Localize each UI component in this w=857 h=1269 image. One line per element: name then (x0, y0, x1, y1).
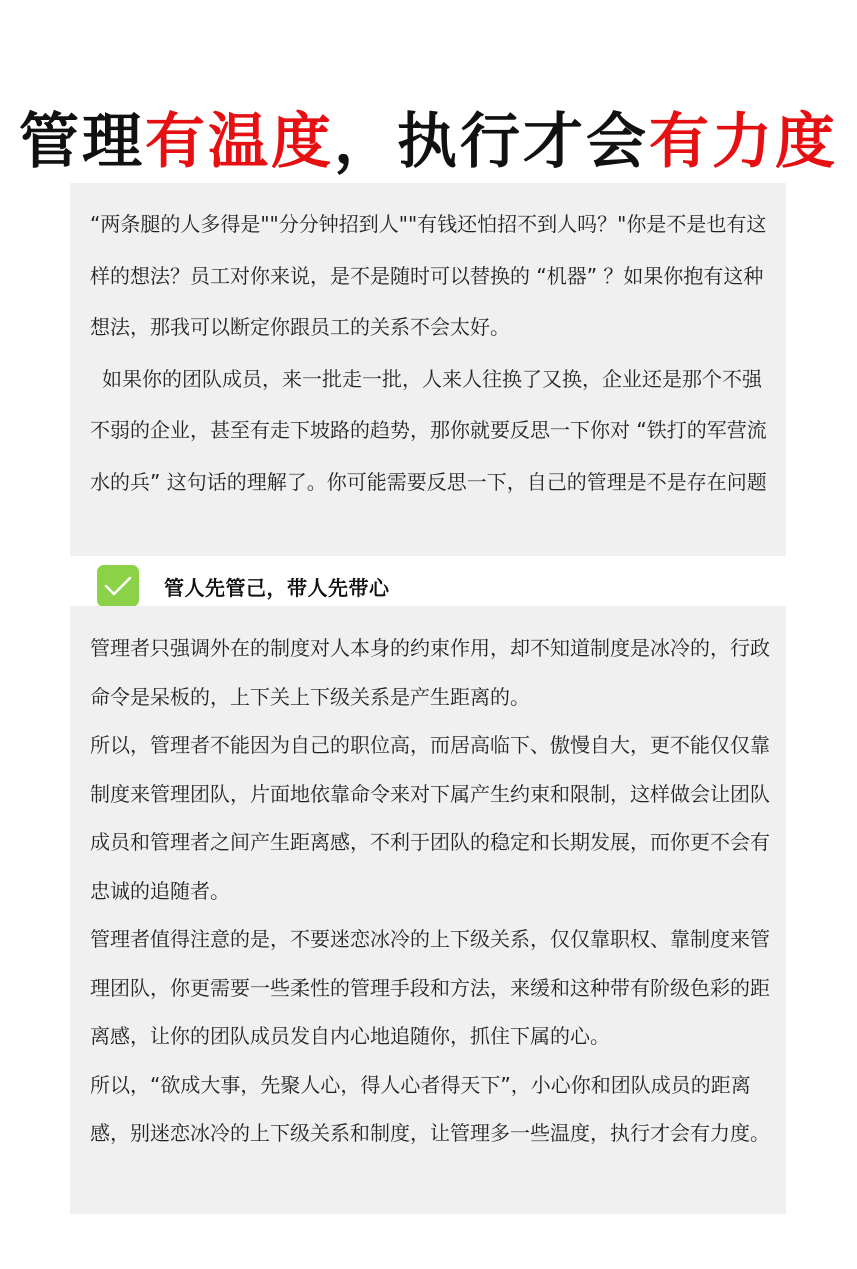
section-paragraph-3: 管理者值得注意的是，不要迷恋冰冷的上下级关系，仅仅靠职权、靠制度来管理团队，你更需要一些柔性的管理手段和方法，来缓和这种带有阶级色彩的距离感，让你的团队成员发自内心地追随你，抓住下属的心。 (90, 927, 770, 1048)
intro-panel (70, 183, 786, 556)
section-heading: 管人先管己，带人先带心 (164, 575, 390, 600)
title-part-3: ，执行才会 (334, 107, 649, 177)
section-header (97, 565, 390, 607)
title-part-2-highlight: 有温度 (145, 107, 334, 177)
page-title (0, 104, 857, 180)
title-part-4-highlight: 有力度 (649, 107, 838, 177)
intro-paragraph-2: 如果你的团队成员，来一批走一批，人来人往换了又换，企业还是那个不强不弱的企业，甚至有走下坡路的趋势，那你就要反思一下你对 “铁打的军营流水的兵” 这句话的理解了。你可能需要反思一下，自己的管理是不是存在问题 (90, 366, 767, 494)
section-paragraph-1: 管理者只强调外在的制度对人本身的约束作用，却不知道制度是冰冷的，行政命令是呆板的，上下关上下级关系是产生距离的。 (90, 636, 770, 709)
checkmark-icon (97, 565, 139, 607)
title-part-1: 管理 (19, 107, 145, 177)
section-panel (70, 606, 786, 1214)
section-paragraph-4: 所以，“欲成大事，先聚人心，得人心者得天下”，小心你和团队成员的距离感，别迷恋冰冷的上下级关系和制度，让管理多一些温度，执行才会有力度。 (90, 1072, 770, 1145)
intro-paragraph-1: “两条腿的人多得是""分分钟招到人""有钱还怕招不到人吗？"你是不是也有这样的想法？员工对你来说，是不是随时可以替换的 “机器” ？如果你抱有这种想法，那我可以断定你跟员工的关系不会太好。 (90, 212, 767, 339)
section-paragraph-2: 所以，管理者不能因为自己的职位高，而居高临下、傲慢自大，更不能仅仅靠制度来管理团队，片面地依靠命令来对下属产生约束和限制，这样做会让团队成员和管理者之间产生距离感，不利于团队的稳定和长期发展，而你更不会有忠诚的追随者。 (90, 733, 770, 903)
